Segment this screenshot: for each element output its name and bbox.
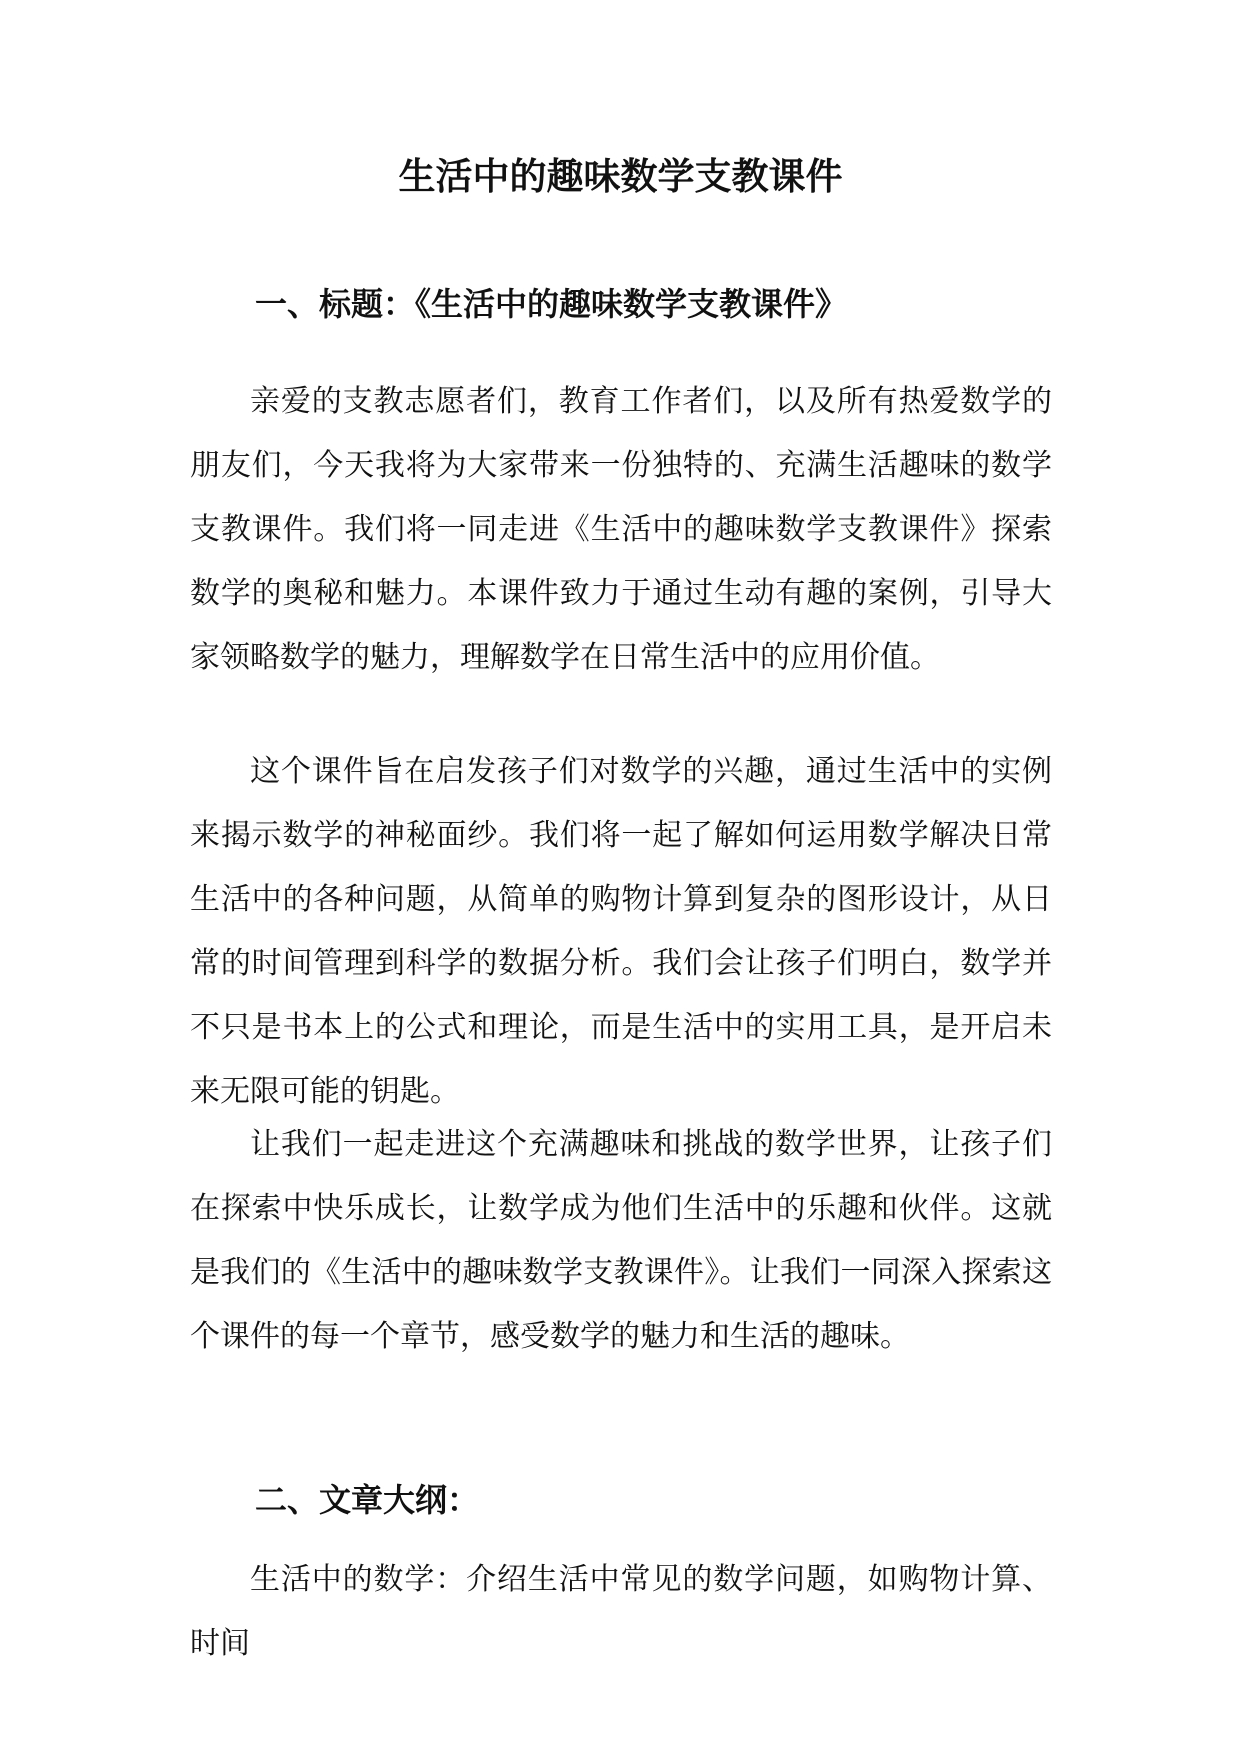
purpose-paragraph: 这个课件旨在启发孩子们对数学的兴趣，通过生活中的实例来揭示数学的神秘面纱。我们将一起了解如何运用数学解决日常生活中的各种问题，从简单的购物计算到复杂的图形设计，从日常的时间管理到科学的数据分析。我们会让孩子们明白，数学并不只是书本上的公式和理论，而是生活中的实用工具，是开启未来无限可能的钥匙。 (190, 754, 1052, 1109)
intro-paragraph: 亲爱的支教志愿者们，教育工作者们，以及所有热爱数学的朋友们，今天我将为大家带来一份独特的、充满生活趣味的数学支教课件。我们将一同走进《生活中的趣味数学支教课件》探索数学的奥秘和魅力。本课件致力于通过生动有趣的案例，引导大家领略数学的魅力，理解数学在日常生活中的应用价值。 (190, 384, 1052, 675)
document-title: 生活中的趣味数学支教课件 (398, 154, 843, 198)
section-heading-title: 一、标题：《生活中的趣味数学支教课件》 (255, 285, 848, 323)
invitation-paragraph: 让我们一起走进这个充满趣味和挑战的数学世界，让孩子们在探索中快乐成长，让数学成为他们生活中的乐趣和伙伴。这就是我们的《生活中的趣味数学支教课件》。让我们一同深入探索这个课件的每一个章节，感受数学的魅力和生活的趣味。 (190, 1127, 1052, 1354)
section-heading-outline: 二、文章大纲： (255, 1481, 480, 1519)
outline-paragraph: 生活中的数学：介绍生活中常见的数学问题，如购物计算、时间 (190, 1562, 1052, 1661)
